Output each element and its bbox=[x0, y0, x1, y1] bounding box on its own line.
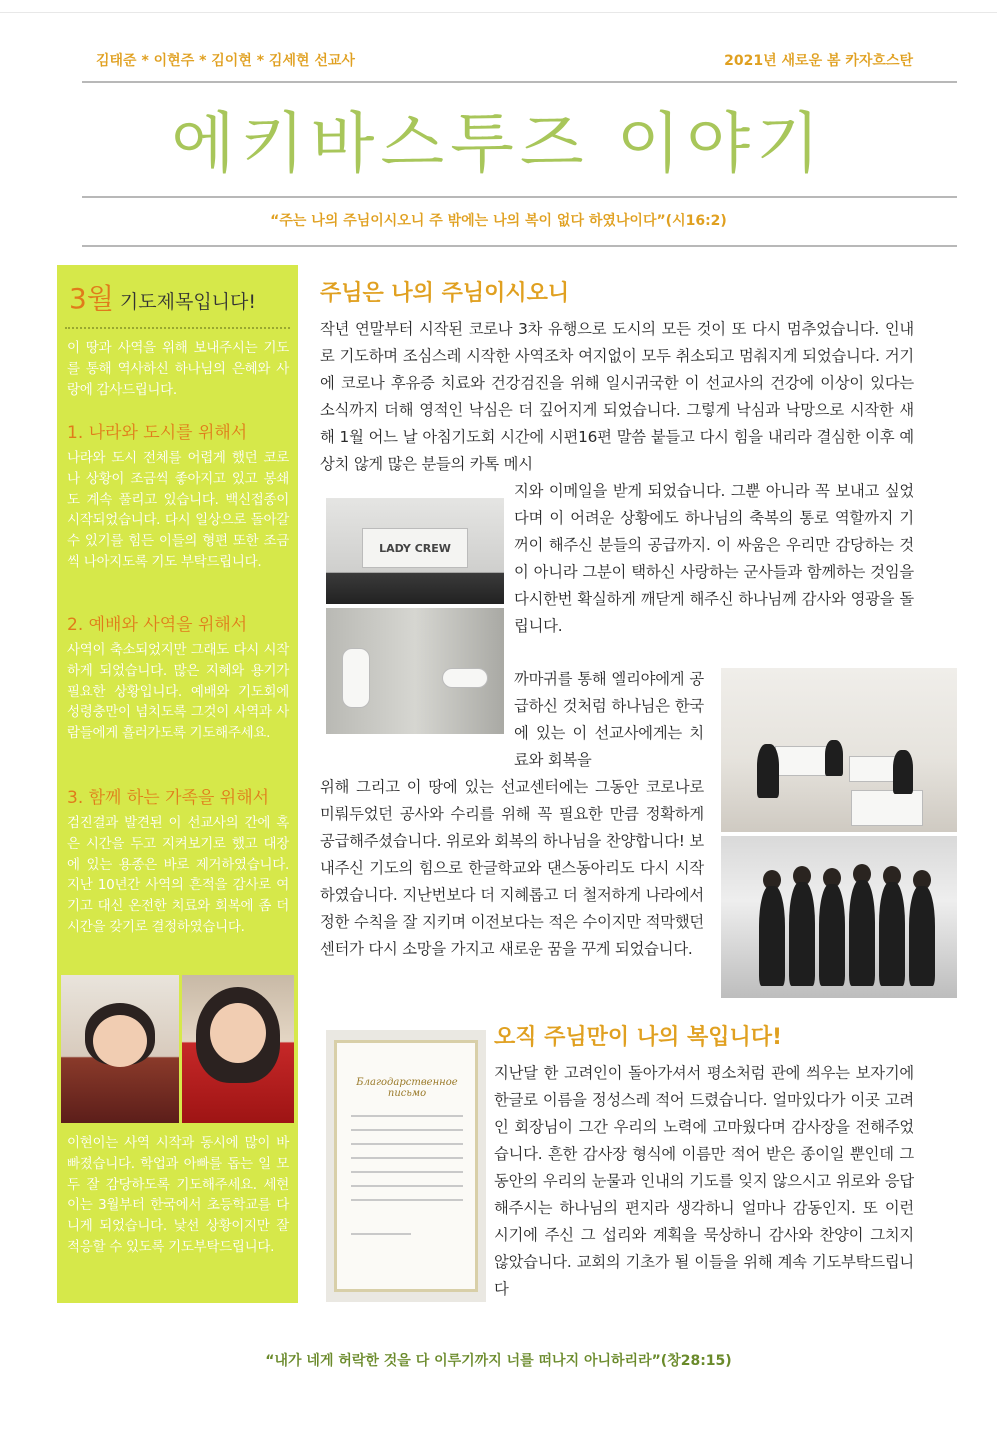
classroom-photo bbox=[721, 668, 957, 832]
studio-banner: LADY CREW bbox=[362, 528, 468, 568]
desk-shape bbox=[849, 756, 897, 782]
desk-shape bbox=[775, 746, 831, 776]
article2-paragraph: 지난달 한 고려인이 돌아가셔서 평소처럼 관에 씌우는 보자기에 한글로 이름을 정성스레 적어 드렸습니다. 얼마있다가 이곳 고려인 회장님이 그간 우리의 노력에 고마웠다며 감사장을 전해주었습니다. 흔한 감사장 형식에 이름만 적어 받은 종이일 뿐인데 그동안의 우리의 눈물과 인내의 기도를 잊지 않으시고 위로와 응답해주시는 하나님의 편지라 생각하니 얼마나 감동인지. 또 이런 시기에 주신 그 섭리와 계획을 묵상하니 감사와 찬양이 그치지 않았습니다. 교회의 기초가 될 이들을 위해 계속 기도부탁드립니다 bbox=[494, 1064, 914, 1298]
sink-shape bbox=[442, 668, 488, 688]
family-note: 이현이는 사역 시작과 동시에 많이 바빠졌습니다. 학업과 아빠를 돕는 일 모두 잘 감당하도록 기도해주세요. 세현이는 3월부터 한국에서 초등학교를 다니게 되었습니다. 낯선 상황이지만 잘 적응할 수 있도록 기도부탁드립니다. bbox=[67, 1135, 289, 1255]
certificate-text-line bbox=[351, 1115, 463, 1117]
certificate-paper bbox=[334, 1040, 478, 1292]
prayer-section-title: 1. 나라와 도시를 위해서 bbox=[67, 423, 248, 443]
dancer-figure bbox=[789, 882, 815, 986]
certificate-title: Благодарственное письмо bbox=[356, 1077, 458, 1099]
toilet-shape bbox=[342, 648, 370, 708]
sidebar-dotted-divider bbox=[65, 327, 290, 329]
student-figure bbox=[893, 750, 913, 794]
header-rule-top bbox=[82, 81, 957, 83]
sidebar-month: 3월 bbox=[69, 282, 114, 315]
child-photo-ihyun bbox=[61, 975, 179, 1123]
header-verse: “주는 나의 주님이시오니 주 밖에는 나의 복이 없다 하였나이다”(시16:2) bbox=[270, 213, 727, 229]
sidebar-heading-text: 기도제목입니다! bbox=[113, 291, 257, 313]
children-photos bbox=[61, 975, 294, 1123]
issue-label: 2021년 새로운 봄 카자흐스탄 bbox=[724, 53, 913, 69]
article1-paragraph2-wide: 위해 그리고 이 땅에 있는 선교센터에는 그동안 코로나로 미뤄두었던 공사와 수리를 위해 꼭 필요한 만큼 정확하게 공급해주셨습니다. 위로와 회복의 하나님을 찬양합니다! 보내주신 기도의 힘으로 한글학교와 댄스동아리도 다시 시작하였습니다. 지난번보다 더 지혜롭고 더 철저하게 나라에서 정한 수칙을 잘 지키며 이전보다는 적은 수이지만 적막했던 센터가 다시 소망을 가지고 새로운 꿈을 꾸게 되었습니다. bbox=[320, 778, 704, 958]
dancer-figure bbox=[849, 880, 875, 986]
header-rule-middle bbox=[82, 196, 957, 198]
prayer-section-title: 2. 예배와 사역을 위해서 bbox=[67, 615, 248, 635]
dancer-figure bbox=[879, 882, 905, 986]
missionaries-names: 김태준 * 이현주 * 김이현 * 김세현 선교사 bbox=[96, 53, 355, 69]
article1-paragraph: 작년 연말부터 시작된 코로나 3차 유행으로 도시의 모든 것이 또 다시 멈추었습니다. 인내로 기도하며 조심스레 시작한 사역조차 여지없이 모두 취소되고 멈춰지게 되었습니다. 거기에 코로나 후유증 치료와 건강검진을 위해 일시귀국한 이 선교사의 건강에 이상이 있다는 소식까지 더해 영적인 낙심은 더 깊어지게 되었습니다. 그렇게 낙심과 낙망으로 시작한 새해 1월 어느 날 아침기도회 시간에 시편16편 말씀 붙들고 다시 힘을 내리라 결심한 이후 예상치 않게 많은 분들의 카톡 메시 bbox=[320, 320, 914, 473]
top-edge-line bbox=[0, 12, 997, 13]
footer-verse: “내가 네게 허락한 것을 다 이루기까지 너를 떠나지 아니하리라”(창28:15) bbox=[265, 1353, 732, 1369]
certificate-text-line bbox=[351, 1171, 463, 1173]
student-figure bbox=[757, 744, 779, 798]
face-shape bbox=[210, 1003, 266, 1063]
article2-heading: 오직 주님만이 나의 복입니다! bbox=[494, 1025, 783, 1050]
dance-studio-photo bbox=[326, 498, 504, 604]
dancer-figure bbox=[819, 884, 845, 986]
certificate-text-line bbox=[351, 1199, 463, 1201]
prayer-section-body: 사역이 축소되었지만 그래도 다시 시작하게 되었습니다. 많은 지혜와 용기가 필요한 상황입니다. 예배와 기도회에 성령충만이 넘치도록 그것이 사역과 사람들에게 흘러가도록 기도해주세요. bbox=[67, 642, 289, 742]
prayer-section-body: 검진결과 발견된 이 선교사의 간에 혹은 시간을 두고 지켜보기로 했고 대장에 있는 용종은 바로 제거하였습니다. 지난 10년간 사역의 흔적을 감사로 여기고 대신 온전한 치료와 회복에 좀 더 시간을 갖기로 결정하였습니다. bbox=[67, 815, 289, 935]
prayer-section-title: 3. 함께 하는 가족을 위해서 bbox=[67, 788, 270, 808]
certificate-text-line bbox=[351, 1185, 463, 1187]
dancer-figure bbox=[759, 886, 785, 986]
certificate-signature-line bbox=[351, 1233, 411, 1235]
certificate-text-line bbox=[351, 1129, 463, 1131]
newsletter-title: 에키바스투즈 이야기 bbox=[171, 105, 826, 182]
student-figure bbox=[825, 740, 843, 776]
face-shape bbox=[93, 1015, 147, 1067]
article1-paragraph-wrap: 지와 이메일을 받게 되었습니다. 그뿐 아니라 꼭 보내고 싶었다며 이 어려운 상황에도 하나님의 축복의 통로 역할까지 기꺼이 해주신 분들의 공급까지. 이 싸움은 우리만 감당하는 것이 아니라 그분이 택하신 사랑하는 군사들과 함께하는 것임을 다시한번 확실하게 깨닫게 해주신 하나님께 감사와 영광을 돌립니다. bbox=[514, 482, 914, 635]
child-photo-sehyun bbox=[182, 975, 294, 1123]
dancer-figure bbox=[909, 886, 935, 986]
sidebar-intro: 이 땅과 사역을 위해 보내주시는 기도를 통해 역사하신 하나님의 은혜와 사랑에 감사드립니다. bbox=[67, 340, 289, 398]
restroom-photo bbox=[326, 608, 504, 734]
certificate-text-line bbox=[351, 1157, 463, 1159]
header-rule-bottom bbox=[82, 245, 957, 247]
dance-group-photo bbox=[721, 836, 957, 998]
sidebar-heading bbox=[69, 277, 256, 317]
certificate-photo bbox=[326, 1030, 486, 1302]
desk-shape bbox=[851, 790, 923, 826]
prayer-section-body: 나라와 도시 전체를 어렵게 했던 코로나 상황이 조금씩 좋아지고 있고 봉쇄도 계속 풀리고 있습니다. 백신접종이 시작되었습니다. 다시 일상으로 돌아갈 수 있기를 힘든 이들의 형편 또한 조금씩 나아지도록 기도 부탁드립니다. bbox=[67, 450, 289, 570]
prayer-sidebar bbox=[57, 265, 298, 1303]
article1-heading: 주님은 나의 주님이시오니 bbox=[320, 281, 570, 306]
certificate-text-line bbox=[351, 1143, 463, 1145]
article1-paragraph2-narrow: 까마귀를 통해 엘리야에게 공급하신 것처럼 하나님은 한국에 있는 이 선교사에게는 치료와 회복을 bbox=[514, 670, 704, 769]
